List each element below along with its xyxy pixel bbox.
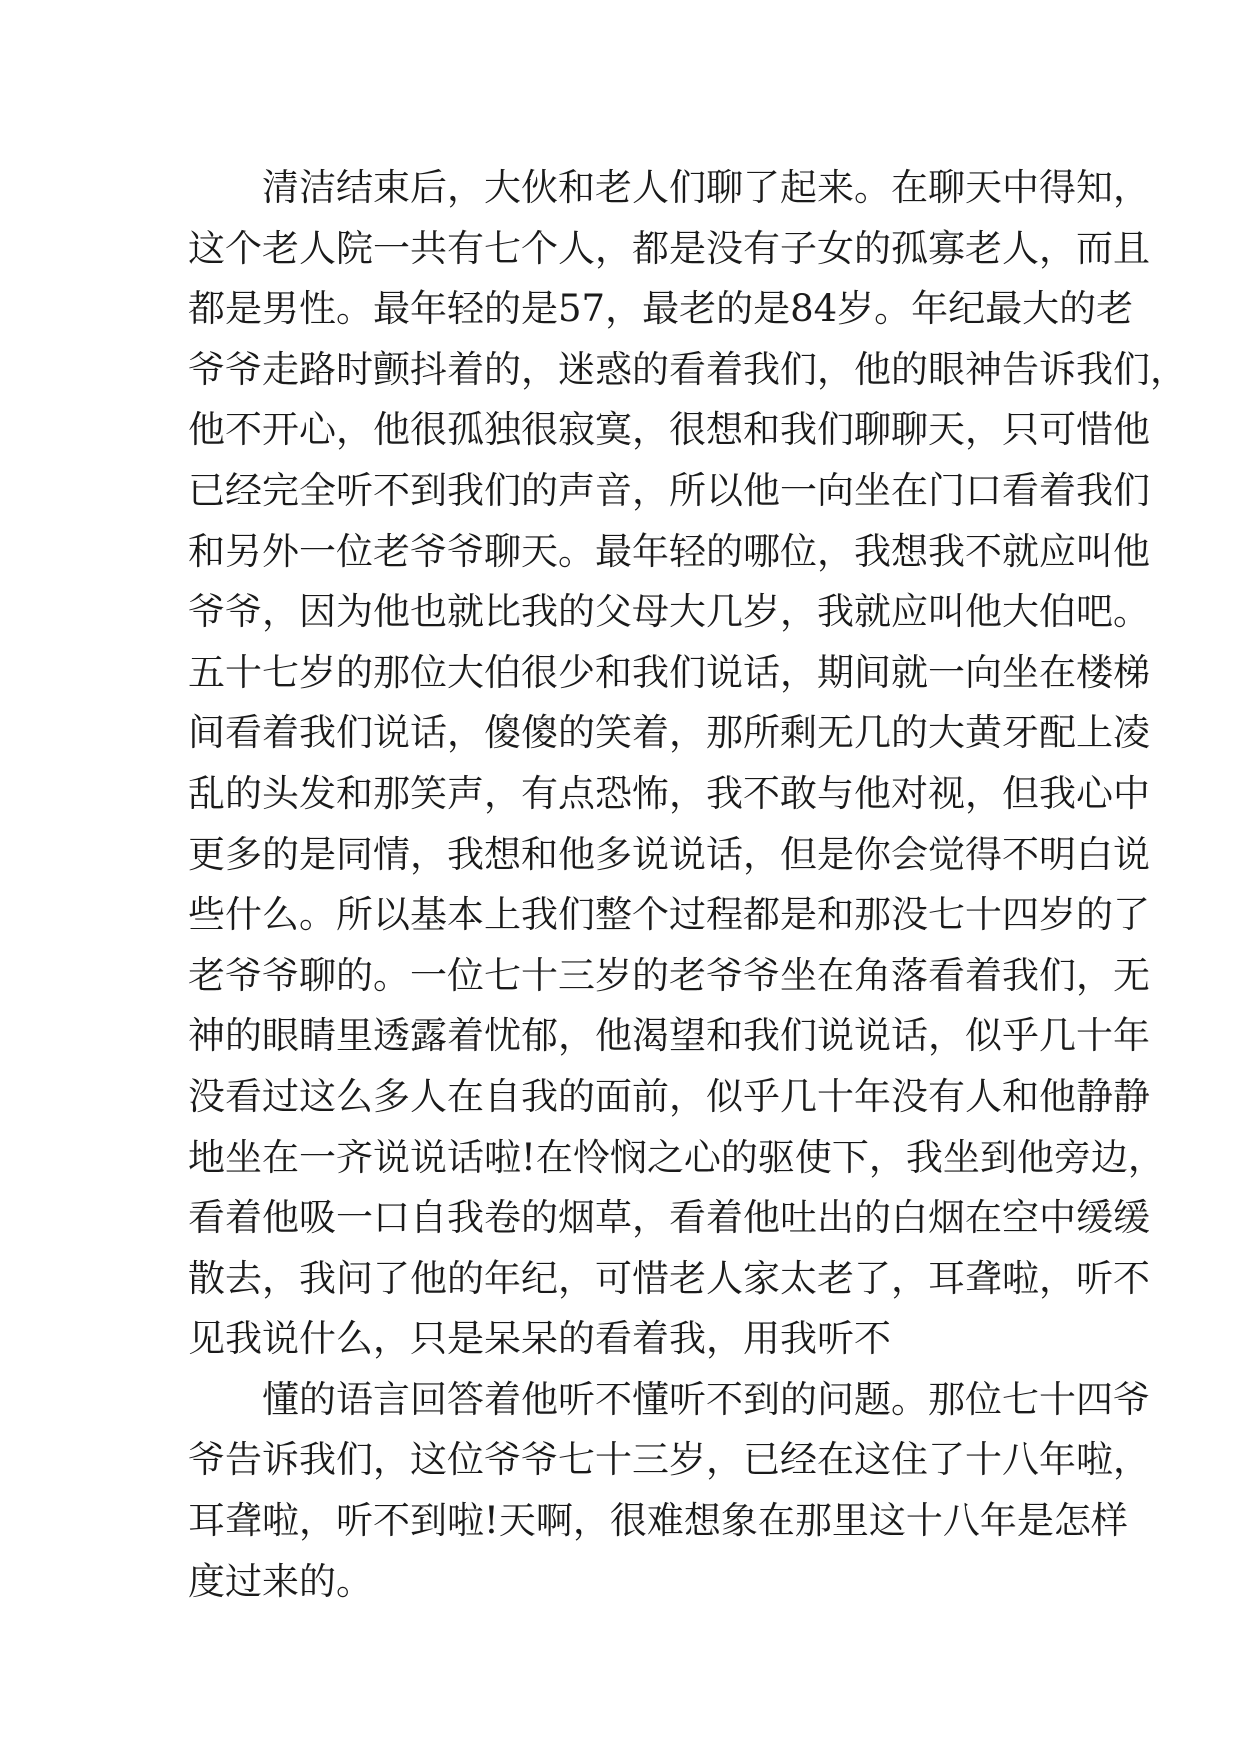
text-line: 乱的头发和那笑声，有点恐怖，我不敢与他对视，但我心中 (188, 771, 1150, 815)
text-line: 神的眼睛里透露着忧郁，他渴望和我们说说话，似乎几十年 (188, 1014, 1150, 1058)
text-line: 些什么。所以基本上我们整个过程都是和那没七十四岁的了 (188, 893, 1150, 937)
text-line: 都是男性。最年轻的是57，最老的是84岁。年纪最大的老 (188, 287, 1134, 331)
text-line: 他不开心，他很孤独很寂寞，很想和我们聊聊天，只可惜他 (188, 408, 1150, 452)
document-body (188, 158, 1187, 1612)
text-line: 见我说什么，只是呆呆的看着我，用我听不 (188, 1317, 891, 1361)
text-line: 没看过这么多人在自我的面前，似乎几十年没有人和他静静 (188, 1074, 1150, 1118)
text-line: 更多的是同情，我想和他多说说话，但是你会觉得不明白说 (188, 832, 1150, 876)
text-line: 和另外一位老爷爷聊天。最年轻的哪位，我想我不就应叫他 (188, 529, 1150, 573)
text-line: 地坐在一齐说说话啦!在怜悯之心的驱使下，我坐到他旁边， (188, 1135, 1165, 1179)
text-line: 清洁结束后，大伙和老人们聊了起来。在聊天中得知， (262, 166, 1150, 209)
text-line: 看着他吸一口自我卷的烟草，看着他吐出的白烟在空中缓缓 (188, 1196, 1150, 1240)
text-line: 五十七岁的那位大伯很少和我们说话，期间就一向坐在楼梯 (188, 650, 1150, 694)
text-line: 这个老人院一共有七个人，都是没有子女的孤寡老人，而且 (188, 226, 1150, 270)
text-line: 已经完全听不到我们的声音，所以他一向坐在门口看着我们 (188, 468, 1150, 512)
text-line: 间看着我们说话，傻傻的笑着，那所剩无几的大黄牙配上凌 (188, 711, 1150, 755)
text-line: 爷爷，因为他也就比我的父母大几岁，我就应叫他大伯吧。 (188, 590, 1150, 634)
paragraph-1 (188, 158, 1187, 1370)
text-line: 度过来的。 (188, 1559, 373, 1603)
text-line: 散去，我问了他的年纪，可惜老人家太老了，耳聋啦，听不 (188, 1256, 1150, 1300)
paragraph-2 (188, 1370, 1150, 1612)
text-line: 爷爷走路时颤抖着的，迷惑的看着我们，他的眼神告诉我们， (188, 347, 1187, 391)
text-line: 耳聋啦，听不到啦!天啊，很难想象在那里这十八年是怎样 (188, 1499, 1128, 1543)
text-line: 爷告诉我们，这位爷爷七十三岁，已经在这住了十八年啦， (188, 1438, 1150, 1482)
text-line: 懂的语言回答着他听不懂听不到的问题。那位七十四爷 (262, 1377, 1150, 1421)
text-line: 老爷爷聊的。一位七十三岁的老爷爷坐在角落看着我们，无 (188, 953, 1150, 997)
